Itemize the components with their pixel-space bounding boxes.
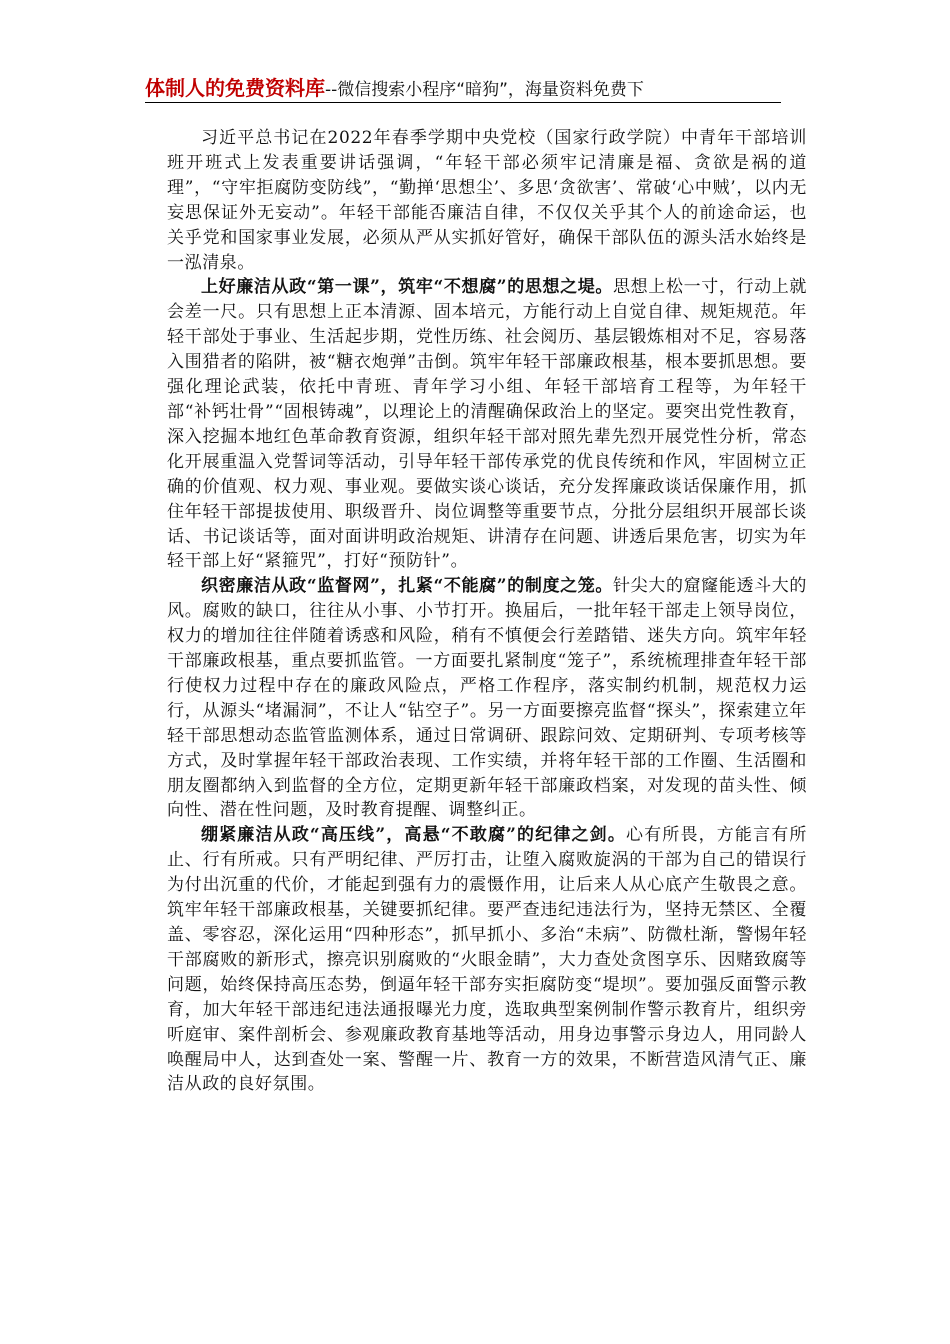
section-body-3: 心有所畏，方能言有所止、行有所戒。只有严明纪律、严厉打击，让堕入腐败旋涡的干部为自己的错误行为付出沉重的代价，才能起到强有力的震慑作用，让后来人从心底产生敬畏之意。筑牢年轻干部廉政根基，关键要抓纪律。要严查违纪违法行为，坚持无禁区、全覆盖、零容忍，深化运用“四种形态”，抓早抓小、多治“未病”、防微杜渐，警惕年轻干部腐败的新形式，擦亮识别腐败的“火眼金睛”，大力查处贪图享乐、因赌致腐等问题，始终保持高压态势，倒逼年轻干部夯实拒腐防变“堤坝”。要加强反面警示教育，加大年轻干部违纪违法通报曝光力度，选取典型案例制作警示教育片，组织旁听庭审、案件剖析会、参观廉政教育基地等活动，用身边事警示身边人，用同龄人唤醒局中人，达到查处一案、警醒一片、教育一方的效果，不断营造风清气正、廉洁从政的良好氛围。 — [167, 825, 807, 1095]
intro-paragraph: 习近平总书记在2022年春季学期中央党校（国家行政学院）中青年干部培训班开班式上发表重要讲话强调，“年轻干部必须牢记清廉是福、贪欲是祸的道理”，“守牢拒腐防变防线”，“勤掸‘思想尘’、多思‘贪欲害’、常破‘心中贼’，以内无妄思保证外无妄动”。年轻干部能否廉洁自律，不仅仅关乎其个人的前途命运，也关乎党和国家事业发展，必须从严从实抓好管好，确保干部队伍的源头活水始终是一泓清泉。 — [167, 128, 807, 273]
section-paragraph-2 — [167, 574, 807, 823]
section-body-1: 思想上松一寸，行动上就会差一尺。只有思想上正本清源、固本培元，方能行动上自觉自律、规矩规范。年轻干部处于事业、生活起步期，党性历练、社会阅历、基层锻炼相对不足，容易落入围猎者的陷阱，被“糖衣炮弹”击倒。筑牢年轻干部廉政根基，根本要抓思想。要强化理论武装，依托中青班、青年学习小组、年轻干部培育工程等，为年轻干部“补钙壮骨”“固根铸魂”，以理论上的清醒确保政治上的坚定。要突出党性教育，深入挖掘本地红色革命教育资源，组织年轻干部对照先辈先烈开展党性分析，常态化开展重温入党誓词等活动，引导年轻干部传承党的优良传统和作风，牢固树立正确的价值观、权力观、事业观。要做实谈心谈话，充分发挥廉政谈话保廉作用，抓住年轻干部提拔使用、职级晋升、岗位调整等重要节点，分批分层组织开展部长谈话、书记谈话等，面对面讲明政治规矩、讲清存在问题、讲透后果危害，切实为年轻干部上好“紧箍咒”，打好“预防针”。 — [167, 277, 807, 572]
section-body-2: 针尖大的窟窿能透斗大的风。腐败的缺口，往往从小事、小节打开。换届后，一批年轻干部走上领导岗位，权力的增加往往伴随着诱惑和风险，稍有不慎便会行差踏错、迷失方向。筑牢年轻干部廉政根基，重点要抓监管。一方面要扎紧制度“笼子”，系统梳理排查年轻干部行使权力过程中存在的廉政风险点，严格工作程序，落实制约机制，规范权力运行，从源头“堵漏洞”，不让人“钻空子”。另一方面要擦亮监督“探头”，探索建立年轻干部思想动态监管监测体系，通过日常调研、跟踪问效、定期研判、专项考核等方式，及时掌握年轻干部政治表现、工作实绩，并将年轻干部的工作圈、生活圈和朋友圈都纳入到监督的全方位，定期更新年轻干部廉政档案，对发现的苗头性、倾向性、潜在性问题，及时教育提醒、调整纠正。 — [167, 576, 807, 821]
page-header — [145, 72, 781, 102]
section-heading-3: 绷紧廉洁从政“高压线”，高悬“不敢腐”的纪律之剑。 — [201, 825, 626, 846]
article-body — [167, 126, 807, 1097]
header-tagline: --微信搜索小程序“暗狗”，海量资料免费下 — [325, 80, 644, 100]
header-brand: 体制人的免费资料库 — [145, 76, 325, 100]
section-heading-1: 上好廉洁从政“第一课”，筑牢“不想腐”的思想之堤。 — [201, 277, 614, 298]
section-heading-2: 织密廉洁从政“监督网”，扎紧“不能腐”的制度之笼。 — [201, 576, 614, 597]
section-paragraph-1 — [167, 275, 807, 574]
section-paragraph-3 — [167, 823, 807, 1097]
header-divider — [145, 102, 781, 103]
